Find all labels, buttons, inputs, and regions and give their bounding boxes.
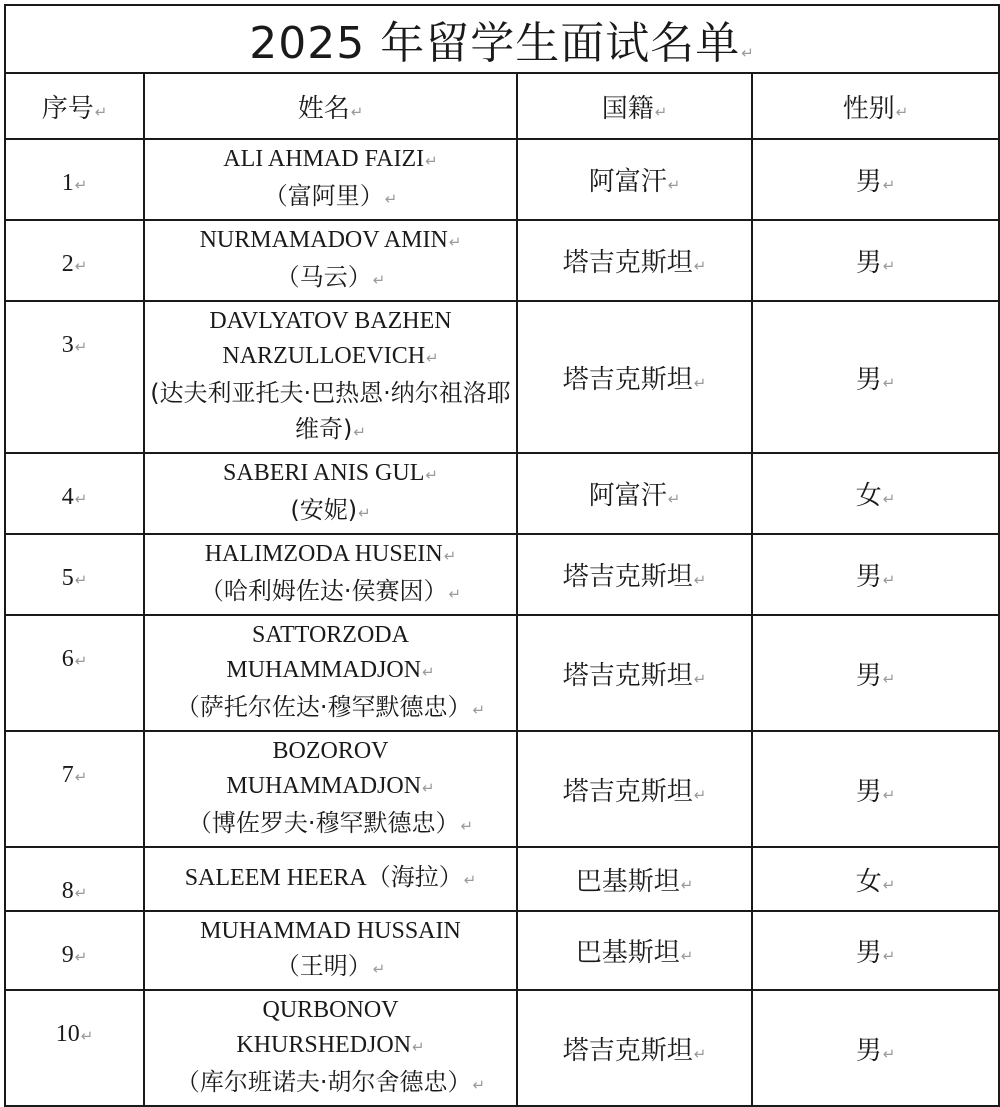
paragraph-mark-icon: ↵ (74, 948, 88, 966)
row-name-cell (144, 731, 517, 847)
paragraph-mark-icon: ↵ (654, 102, 668, 121)
table-row (5, 139, 999, 220)
row-name-cell (144, 990, 517, 1106)
paragraph-mark-icon: ↵ (353, 423, 366, 441)
paragraph-mark-icon: ↵ (882, 947, 896, 965)
paragraph-mark-icon: ↵ (693, 669, 707, 688)
name-chinese: （富阿里） (263, 182, 384, 210)
paragraph-mark-icon: ↵ (680, 947, 694, 965)
paragraph-mark-icon: ↵ (422, 663, 435, 681)
paragraph-mark-icon: ↵ (882, 257, 896, 275)
paragraph-mark-icon: ↵ (74, 490, 88, 508)
row-name-cell (144, 301, 517, 453)
paragraph-mark-icon: ↵ (667, 176, 681, 194)
row-gender-cell: 男↵ (752, 534, 999, 615)
paragraph-mark-icon: ↵ (463, 871, 477, 889)
row-index-cell: 4↵ (5, 453, 144, 534)
name-chinese: （博佐罗夫·穆罕默德忠） (187, 809, 460, 837)
row-gender-cell: 女↵ (752, 847, 999, 911)
row-name-cell (144, 139, 517, 220)
row-name-cell (144, 453, 517, 534)
table-row (5, 220, 999, 301)
row-gender-cell: 男↵ (752, 911, 999, 990)
paragraph-mark-icon: ↵ (882, 875, 896, 894)
name-latin: BOZOROV (272, 738, 389, 764)
header-index: 序号↵ (5, 73, 144, 139)
interview-list-table (4, 4, 1000, 1107)
paragraph-mark-icon: ↵ (425, 152, 438, 170)
paragraph-mark-icon: ↵ (882, 785, 896, 804)
name-latin: KHURSHEDJON (236, 1032, 412, 1058)
row-nationality-cell: 塔吉克斯坦↵ (517, 534, 752, 615)
paragraph-mark-icon: ↵ (425, 466, 438, 484)
name-latin: QURBONOV (262, 997, 399, 1023)
paragraph-mark-icon: ↵ (693, 1044, 707, 1063)
paragraph-mark-icon: ↵ (426, 349, 439, 367)
table-row (5, 731, 999, 847)
row-index-cell: 1↵ (5, 139, 144, 220)
row-name-cell (144, 534, 517, 615)
paragraph-mark-icon: ↵ (882, 373, 896, 392)
paragraph-mark-icon: ↵ (448, 233, 462, 251)
paragraph-mark-icon: ↵ (74, 884, 88, 902)
paragraph-mark-icon: ↵ (882, 176, 896, 194)
row-gender-cell: 男↵ (752, 615, 999, 731)
paragraph-mark-icon: ↵ (74, 768, 88, 786)
row-nationality-cell: 阿富汗↵ (517, 453, 752, 534)
paragraph-mark-icon: ↵ (693, 785, 707, 804)
paragraph-mark-icon: ↵ (693, 257, 707, 275)
row-index-cell: 9↵ (5, 911, 144, 990)
paragraph-mark-icon: ↵ (895, 102, 909, 121)
document-title: 2025 年留学生面试名单 (249, 18, 741, 69)
name-latin: MUHAMMADJON (226, 657, 422, 683)
row-nationality-cell: 塔吉克斯坦↵ (517, 615, 752, 731)
paragraph-mark-icon: ↵ (74, 176, 88, 194)
table-row (5, 534, 999, 615)
name-latin: ALI AHMAD FAIZI (223, 146, 425, 172)
paragraph-mark-icon: ↵ (882, 490, 896, 508)
paragraph-mark-icon: ↵ (443, 547, 457, 565)
paragraph-mark-icon: ↵ (74, 652, 88, 670)
paragraph-mark-icon: ↵ (358, 504, 371, 522)
name-latin: NURMAMADOV AMIN (199, 227, 448, 253)
row-index-cell: 2↵ (5, 220, 144, 301)
name-chinese: （王明） (275, 952, 372, 980)
row-gender-cell: 女↵ (752, 453, 999, 534)
table-row (5, 453, 999, 534)
row-nationality-cell: 塔吉克斯坦↵ (517, 731, 752, 847)
header-nationality: 国籍↵ (517, 73, 752, 139)
table-row (5, 847, 999, 911)
row-index-cell: 5↵ (5, 534, 144, 615)
paragraph-mark-icon: ↵ (384, 190, 398, 208)
row-nationality-cell: 塔吉克斯坦↵ (517, 220, 752, 301)
name-latin: SATTORZODA (252, 622, 409, 648)
paragraph-mark-icon: ↵ (372, 960, 386, 978)
header-row (5, 73, 999, 139)
paragraph-mark-icon: ↵ (693, 571, 707, 589)
row-nationality-cell: 巴基斯坦↵ (517, 911, 752, 990)
name-chinese: （萨托尔佐达·穆罕默德忠） (175, 693, 472, 721)
name-latin: SABERI ANIS GUL (223, 460, 425, 486)
paragraph-mark-icon: ↵ (422, 779, 435, 797)
row-gender-cell: 男↵ (752, 301, 999, 453)
row-index-cell: 8↵ (5, 847, 144, 911)
paragraph-mark-icon: ↵ (412, 1038, 425, 1056)
name-latin: HALIMZODA HUSEIN (204, 541, 443, 567)
name-chinese: （马云） (275, 263, 372, 291)
row-index-cell: 10↵ (5, 990, 144, 1106)
header-gender: 性别↵ (752, 73, 999, 139)
paragraph-mark-icon: ↵ (741, 44, 755, 62)
paragraph-mark-icon: ↵ (882, 571, 896, 589)
row-index-cell: 6↵ (5, 615, 144, 731)
paragraph-mark-icon: ↵ (882, 669, 896, 688)
paragraph-mark-icon: ↵ (372, 271, 386, 289)
row-name-cell (144, 911, 517, 990)
row-nationality-cell: 阿富汗↵ (517, 139, 752, 220)
paragraph-mark-icon: ↵ (74, 571, 88, 589)
name-chinese: (安妮) (290, 496, 358, 524)
paragraph-mark-icon: ↵ (350, 102, 364, 121)
name-latin: DAVLYATOV BAZHEN (209, 308, 452, 334)
header-name: 姓名↵ (144, 73, 517, 139)
paragraph-mark-icon: ↵ (80, 1027, 94, 1045)
row-gender-cell: 男↵ (752, 731, 999, 847)
row-name-cell (144, 220, 517, 301)
document-sheet (4, 4, 998, 1107)
table-row (5, 990, 999, 1106)
name-chinese: (达夫利亚托夫·巴热恩·纳尔祖洛耶维奇) (150, 379, 511, 443)
paragraph-mark-icon: ↵ (74, 257, 88, 275)
name-latin: SALEEM HEERA (184, 865, 367, 891)
name-latin: MUHAMMADJON (226, 773, 422, 799)
paragraph-mark-icon: ↵ (882, 1044, 896, 1063)
row-nationality-cell: 塔吉克斯坦↵ (517, 990, 752, 1106)
row-nationality-cell: 塔吉克斯坦↵ (517, 301, 752, 453)
row-gender-cell: 男↵ (752, 139, 999, 220)
row-index-cell: 3↵ (5, 301, 144, 453)
row-name-cell (144, 615, 517, 731)
title-row (5, 5, 999, 73)
row-gender-cell: 男↵ (752, 990, 999, 1106)
paragraph-mark-icon: ↵ (472, 701, 486, 719)
row-nationality-cell: 巴基斯坦↵ (517, 847, 752, 911)
paragraph-mark-icon: ↵ (693, 373, 707, 392)
paragraph-mark-icon: ↵ (472, 1076, 486, 1094)
table-row (5, 301, 999, 453)
name-chinese: （库尔班诺夫·胡尔舍德忠） (175, 1068, 472, 1096)
paragraph-mark-icon: ↵ (448, 585, 462, 603)
row-gender-cell: 男↵ (752, 220, 999, 301)
name-chinese: （哈利姆佐达·侯赛因） (199, 577, 448, 605)
table-row (5, 911, 999, 990)
row-name-cell (144, 847, 517, 911)
name-latin: MUHAMMAD HUSSAIN (200, 918, 461, 944)
document-title-cell (5, 5, 999, 73)
paragraph-mark-icon: ↵ (74, 338, 88, 356)
table-row (5, 615, 999, 731)
paragraph-mark-icon: ↵ (667, 490, 681, 508)
row-index-cell: 7↵ (5, 731, 144, 847)
paragraph-mark-icon: ↵ (94, 102, 108, 121)
paragraph-mark-icon: ↵ (460, 817, 474, 835)
name-chinese: （海拉） (366, 863, 463, 891)
paragraph-mark-icon: ↵ (680, 875, 694, 894)
name-latin: NARZULLOEVICH (222, 343, 426, 369)
